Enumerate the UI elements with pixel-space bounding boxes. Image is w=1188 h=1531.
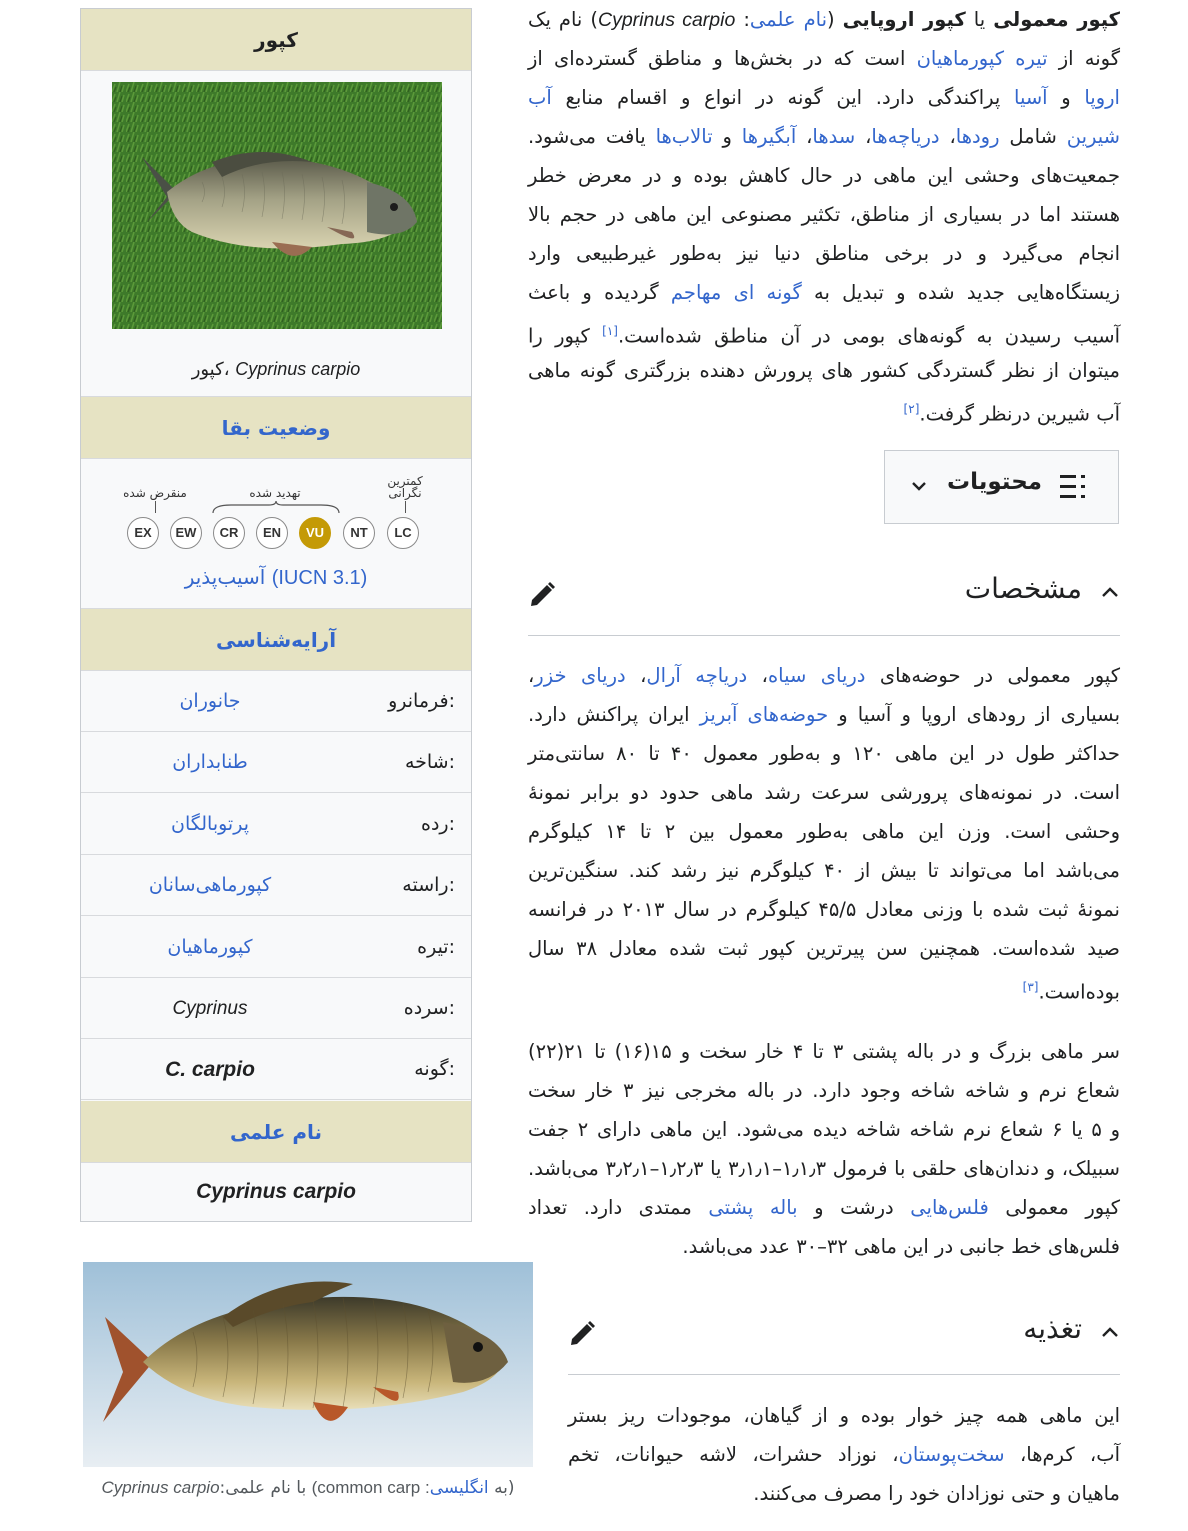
text-line: بسیاری از رودهای اروپا و آسیا و حوضه‌های آبریز ایران پراکنش دارد. bbox=[528, 703, 1120, 726]
text-line: نمونهٔ ثبت شده با وزنی معادل ۴۵/۵ کیلوگرم در سال ۲۰۱۳ در فرانسه bbox=[528, 898, 1120, 921]
chevron-up-icon[interactable] bbox=[1100, 584, 1120, 600]
inline-link[interactable]: سدها bbox=[812, 125, 856, 148]
section-heading-feeding[interactable]: تغذیه bbox=[990, 1312, 1120, 1356]
taxonomy-label: سرده: bbox=[403, 997, 455, 1019]
taxonomy-row bbox=[81, 794, 471, 855]
inline-link[interactable]: شیرین bbox=[1066, 125, 1120, 148]
text-line: و ۵ یا ۶ شعاع نرم شاخه شاخه دیده می‌شود. این ماهی دارای ۲ جفت bbox=[528, 1118, 1121, 1141]
inline-link[interactable]: سخت‌پوستان bbox=[898, 1443, 1005, 1466]
status-ex: EX bbox=[127, 517, 159, 549]
inline-link[interactable]: دریاچه‌ها bbox=[871, 125, 940, 148]
status-nt: NT bbox=[343, 517, 375, 549]
text-line: حداکثر طول در این ماهی ۱۲۰ و به‌طور معمول ۴۰ تا ۸۰ سانتی‌متر bbox=[528, 742, 1120, 765]
status-ew: EW bbox=[170, 517, 202, 549]
carp-on-grass-image[interactable] bbox=[112, 82, 442, 329]
text-line: آب شیرین درنظر گرفت.[۲] bbox=[903, 402, 1120, 426]
scientific-name-heading[interactable]: نام علمی bbox=[81, 1101, 471, 1163]
inline-link[interactable]: باله پشتی bbox=[708, 1196, 798, 1219]
text-line: سبیلک، و دندان‌های حلقی با فرمول ۱٫۱٫۳–۳٫۱٫۱ یا ۱٫۲٫۳–۳٫۲٫۱ می‌باشد. bbox=[528, 1157, 1120, 1180]
text-line: هستند اما در بسیاری از مناطق، تکثیر مصنوعی این ماهی در حجم بالا bbox=[528, 203, 1120, 226]
text-line: کپور معمولی در حوضه‌های دریای سیاه، دریاچه آرال، دریای خزر، bbox=[528, 664, 1120, 687]
infobox bbox=[80, 8, 472, 1222]
taxonomy-label: گونه: bbox=[414, 1058, 455, 1081]
taxonomy-value: Cyprinus bbox=[172, 998, 248, 1019]
intro-paragraph bbox=[528, 0, 1120, 429]
text-line: بوده‌است.[۳] bbox=[1022, 980, 1120, 1004]
text-line: سر ماهی بزرگ و در باله پشتی ۳ تا ۴ خار سخت و ۱۵(۱۶) تا ۲۱(۲۲) bbox=[528, 1040, 1121, 1063]
extinct-tick bbox=[155, 501, 156, 513]
section-heading-specs[interactable]: مشخصات bbox=[950, 572, 1120, 616]
specs-paragraph-1 bbox=[528, 656, 1120, 1007]
text-line: کپور معمولی فلس‌هایی درشت و باله پشتی ممتدی دارد. تعداد bbox=[528, 1196, 1120, 1219]
taxonomy-label: تیره: bbox=[417, 935, 455, 958]
taxonomy-label: شاخه: bbox=[404, 751, 455, 774]
edit-pencil-icon[interactable] bbox=[528, 581, 556, 609]
text-line: کپور معمولی یا کپور اروپایی (نام علمی: Cyprinus carpio) نام یک bbox=[528, 8, 1121, 31]
text-line: شعاع نرم و شاخه شاخه وجود دارد. در باله مخرجی نیز ۳ خار سخت bbox=[528, 1079, 1120, 1102]
feeding-paragraph bbox=[568, 1396, 1120, 1513]
infobox-image-caption: کپور، Cyprinus carpio bbox=[81, 341, 471, 397]
chevron-up-icon[interactable] bbox=[1100, 1324, 1120, 1340]
carp-on-grass-illustration bbox=[112, 82, 442, 329]
taxonomy-label: رده: bbox=[421, 812, 455, 835]
list-bullet-icon bbox=[1060, 473, 1090, 501]
text-line: جمعیت‌های وحشی این ماهی در حال کاهش بوده و در معرض خطر bbox=[528, 164, 1120, 187]
taxonomy-row bbox=[81, 855, 471, 916]
text-line: می‌باشد اما می‌تواند تا بیش از ۴۰ کیلوگرم نیز رشد کند. سنگین‌ترین bbox=[528, 859, 1120, 882]
toc-label: محتویات bbox=[947, 469, 1043, 495]
taxonomy-value[interactable]: کپورماهیان bbox=[167, 935, 253, 958]
taxonomy-value: C. carpio bbox=[165, 1058, 255, 1082]
reference-link[interactable]: [۳] bbox=[1022, 980, 1039, 994]
threatened-brace bbox=[211, 501, 341, 515]
reference-link[interactable]: [۲] bbox=[903, 402, 920, 416]
scale-label-lc-2: نگرانی bbox=[388, 486, 422, 500]
status-en: EN bbox=[256, 517, 288, 549]
text-line: گونه از تیره کپورماهیان است که در بخش‌ها و مناطق گسترده‌ای از bbox=[528, 47, 1120, 70]
taxonomy-row bbox=[81, 917, 471, 978]
taxonomy-row bbox=[81, 1039, 471, 1100]
text-line: است. در نمونه‌های پرورشی سرعت رشد ماهی حدود دو برابر نمونهٔ bbox=[528, 781, 1120, 804]
inline-link[interactable]: اروپا bbox=[1084, 86, 1120, 109]
specs-paragraph-2 bbox=[528, 1032, 1120, 1266]
status-vu: VU bbox=[299, 517, 331, 549]
inline-link[interactable]: آب bbox=[528, 86, 552, 109]
text-line: این ماهی همه چیز خوار بوده و از گیاهان، موجودات ریز بستر bbox=[568, 1404, 1120, 1427]
taxonomy-heading[interactable]: آرایه‌شناسی bbox=[81, 609, 471, 671]
english-link[interactable]: انگلیسی bbox=[429, 1478, 489, 1498]
iucn-link[interactable]: (IUCN 3.1) bbox=[271, 567, 368, 589]
inline-link[interactable]: حوضه‌های آبریز bbox=[699, 703, 829, 726]
inline-link[interactable]: گونه ای مهاجم bbox=[670, 281, 802, 304]
carp-photo[interactable] bbox=[83, 1262, 533, 1467]
table-of-contents-button[interactable] bbox=[884, 450, 1119, 524]
inline-link[interactable]: فلس‌هایی bbox=[910, 1196, 989, 1219]
carp-photo-illustration bbox=[83, 1262, 533, 1467]
taxonomy-label: فرمانرو: bbox=[388, 690, 455, 712]
lc-tick bbox=[405, 501, 406, 513]
text-line: صید شده‌است. همچنین سن پیرترین کپور ثبت شده معادل ۳۸ سال bbox=[528, 937, 1120, 960]
status-cr: CR bbox=[213, 517, 245, 549]
inline-link[interactable]: آبگیرها bbox=[741, 125, 797, 148]
infobox-title: کپور bbox=[81, 9, 471, 71]
status-text bbox=[81, 565, 471, 590]
reference-link[interactable]: [۱] bbox=[602, 324, 618, 338]
text-line: فلس‌های خط جانبی در این ماهی ۳۲–۳۰ عدد می‌باشد. bbox=[682, 1235, 1120, 1258]
inline-link[interactable]: نام علمی bbox=[749, 8, 828, 31]
text-line: ماهیان و حتی نوزادان خود را مصرف می‌کنند. bbox=[753, 1482, 1120, 1505]
text-line: زیستگاه‌هایی جدید شده و تبدیل به گونه ای مهاجم گردیده و باعث bbox=[528, 281, 1120, 304]
text-line: آب، کرم‌ها، سخت‌پوستان، نوزاد حشرات، لاشه حیوانات، تخم bbox=[568, 1443, 1120, 1466]
text-line: آسیب رسیدن به گونه‌های بومی در آن مناطق شده‌است.[۱] کپور را bbox=[528, 324, 1121, 348]
taxonomy-value[interactable]: پرتوبالگان bbox=[171, 812, 249, 835]
text-line: اروپا و آسیا پراکندگی دارد. این گونه در انواع و اقسام منابع آب bbox=[528, 86, 1120, 109]
taxonomy-row bbox=[81, 732, 471, 793]
inline-link[interactable]: دریای سیاه bbox=[767, 664, 866, 687]
text-line: انجام می‌گیرد و در برخی مناطق دنیا نیز به‌طور غیرطبیعی وارد bbox=[528, 242, 1120, 265]
scientific-name: Cyprinus carpio bbox=[196, 1180, 356, 1203]
section-divider bbox=[568, 1374, 1120, 1375]
inline-link[interactable]: دریاچه آرال bbox=[646, 664, 748, 687]
text-line: میتوان از نظر گستردگی کشور های پرورش دهنده بزرگتری گونه ماهی bbox=[528, 359, 1120, 382]
text-line: وحشی است. وزن این ماهی به‌طور معمول بین ۲ تا ۱۴ کیلوگرم bbox=[528, 820, 1120, 843]
inline-link[interactable]: دریای خزر bbox=[534, 664, 626, 687]
taxonomy-row bbox=[81, 978, 471, 1039]
scale-label-lc-1: کمترین bbox=[387, 474, 423, 488]
inline-link[interactable]: تیره کپورماهیان bbox=[916, 47, 1048, 70]
taxonomy-value[interactable]: جانوران bbox=[179, 690, 241, 712]
section-divider bbox=[528, 635, 1120, 636]
scale-label-extinct: منقرض شده bbox=[123, 486, 187, 500]
carp-photo-caption: (به انگلیسی: common carp) با نام علمی:Cyprinus carpio bbox=[101, 1478, 515, 1498]
taxonomy-row bbox=[81, 671, 471, 732]
text-line: شیرین شامل رودها، دریاچه‌ها، سدها، آبگیرها و تالاب‌ها یافت می‌شود. bbox=[528, 125, 1120, 148]
inline-link[interactable]: تالاب‌ها bbox=[655, 125, 713, 148]
taxonomy-value[interactable]: کپورماهی‌سانان bbox=[148, 874, 272, 897]
conservation-status-heading[interactable]: وضعیت بقا bbox=[81, 397, 471, 459]
inline-link[interactable]: آسیا bbox=[1014, 86, 1048, 109]
vulnerable-link[interactable]: آسیب‌پذیر bbox=[184, 565, 266, 589]
inline-link[interactable]: رودها bbox=[955, 125, 1000, 148]
taxonomy-value[interactable]: طنابداران bbox=[172, 751, 248, 774]
conservation-status-box bbox=[81, 459, 471, 609]
status-lc: LC bbox=[387, 517, 419, 549]
edit-pencil-icon[interactable] bbox=[568, 1320, 596, 1348]
scale-label-threatened: تهدید شده bbox=[249, 486, 301, 500]
chevron-down-icon bbox=[911, 478, 927, 494]
taxonomy-label: راسته: bbox=[402, 874, 455, 897]
